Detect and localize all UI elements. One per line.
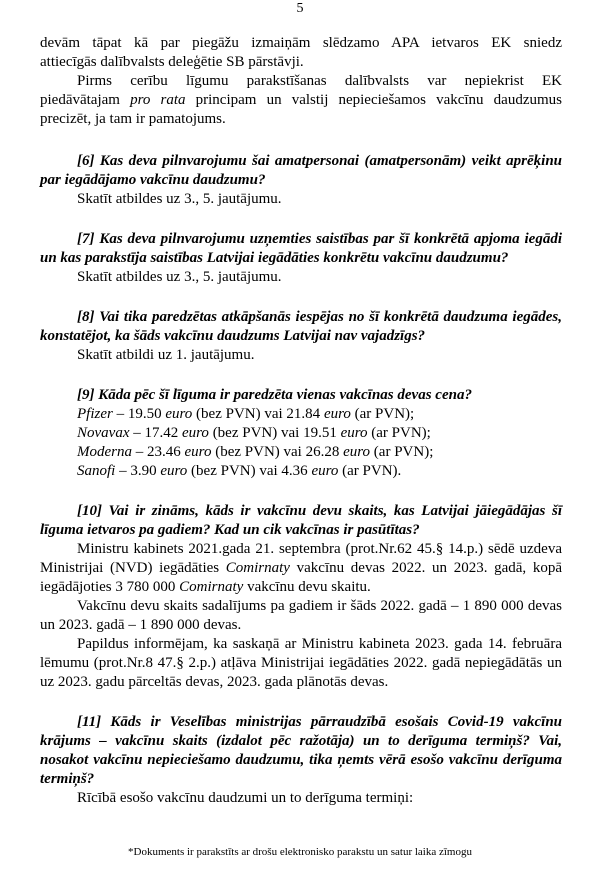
question-11: [11] Kāds ir Veselības ministrijas pārraudzībā esošais Covid-19 vakcīnu krājums – vakcīnu skaits (izdalot pēc ražotāja) un to derīguma termiņš? Vai, nosakot vakcīnu nepieciešamo daudzumu, tika ņemts vērā esošo vakcīnu derīguma termiņš?: [40, 714, 562, 787]
vaccine-name: Novavax: [77, 425, 130, 441]
price-row: [40, 405, 562, 424]
price-text: (bez PVN) vai 26.28: [211, 444, 344, 460]
question-6: [6] Kas deva pilnvarojumu šai amatpersonai (amatpersonām) veikt aprēķinu par iegādājamo vakcīnu daudzumu?: [40, 153, 562, 188]
price-text: (bez PVN) vai 4.36: [187, 463, 312, 479]
currency: euro: [340, 425, 368, 441]
question-10: [10] Vai ir zināms, kāds ir vakcīnu devu skaits, kas Latvijai jāiegādājas šī līguma ietvaros pa gadiem? Kad un cik vakcīnas ir pasūtītas?: [40, 503, 562, 538]
price-text: (ar PVN).: [338, 463, 402, 479]
document-body: [40, 34, 562, 808]
price-text: – 23.46: [132, 444, 185, 460]
question-8-section: [40, 308, 562, 365]
question-6-section: [40, 152, 562, 209]
intro-p2-pro-rata: pro rata: [130, 92, 186, 108]
price-text: (ar PVN);: [367, 425, 431, 441]
answer-11: Rīcībā esošo vakcīnu daudzumi un to derīguma termiņi:: [77, 790, 414, 806]
intro-p2-text-a: piedāvātajam: [40, 92, 131, 108]
answer-10-text-c: vakcīnu devu skaitu.: [243, 579, 371, 595]
currency: euro: [165, 406, 193, 422]
answer-10-paragraph-3: Papildus informējam, ka saskaņā ar Ministru kabineta 2023. gada 14. februāra lēmumu (prot.Nr.8 47.§ 2.p.) atļāva Ministrijai iegādāties 2022. gadā nepiegādātās un uz 2023. gadu pārceltās devas, 2023. gada plānotās devas.: [40, 636, 562, 690]
currency: euro: [184, 444, 212, 460]
vaccine-name: Pfizer: [77, 406, 113, 422]
comirnaty-name: Comirnaty: [179, 579, 244, 595]
answer-8: Skatīt atbildi uz 1. jautājumu.: [77, 347, 255, 363]
vaccine-name: Moderna: [77, 444, 132, 460]
intro-p2-line3: precizēt, ja tam ir pamatojums.: [40, 111, 226, 127]
price-row: [40, 443, 562, 462]
currency: euro: [160, 463, 188, 479]
question-10-section: [40, 502, 562, 692]
price-text: – 3.90: [115, 463, 161, 479]
answer-10-paragraph-1: [40, 540, 562, 597]
intro-p1-line1: devām tāpat kā par piegāžu izmaiņām slēdzamo APA ietvaros EK sniedz: [40, 35, 562, 51]
price-text: (bez PVN) vai 21.84: [192, 406, 324, 422]
intro-paragraph-2: [40, 72, 562, 129]
price-text: (bez PVN) vai 19.51: [208, 425, 341, 441]
answer-10-text-b: vakcīnu devas 2022. un 2023. gadā, kopā iegādājoties 3 780 000: [40, 560, 562, 595]
comirnaty-name: Comirnaty: [225, 560, 290, 576]
price-text: (ar PVN);: [370, 444, 434, 460]
question-7: [7] Kas deva pilnvarojumu uzņemties saistības par šī konkrētā apjoma iegādi un kas parakstīja saistības Latvijai iegādāties konkrētu vakcīnu daudzumu?: [40, 231, 562, 266]
currency: euro: [311, 463, 339, 479]
price-text: – 17.42: [129, 425, 182, 441]
answer-10-paragraph-2: Vakcīnu devu skaits sadalījums pa gadiem ir šāds 2022. gadā – 1 890 000 devas un 2023. gadā – 1 890 000 devas.: [40, 598, 562, 633]
question-9: [9] Kāda pēc šī līguma ir paredzēta vienas vakcīnas devas cena?: [77, 387, 472, 403]
intro-p2-line2: [40, 91, 562, 110]
question-9-section: [40, 386, 562, 481]
footer-note: *Dokuments ir parakstīts ar drošu elektronisko parakstu un satur laika zīmogu: [128, 846, 472, 858]
price-text: – 19.50: [112, 406, 166, 422]
currency: euro: [181, 425, 209, 441]
intro-p1-line2: attiecīgās dalībvalsts deleģētie SB pārstāvji.: [40, 54, 304, 70]
price-row: [40, 462, 562, 481]
vaccine-name: Sanofi: [77, 463, 116, 479]
question-11-section: [40, 713, 562, 808]
answer-7: Skatīt atbildes uz 3., 5. jautājumu.: [77, 269, 282, 285]
intro-p2-line1: Pirms cerību līgumu parakstīšanas dalībvalsts var nepiekrist EK: [77, 73, 562, 89]
question-8: [8] Vai tika paredzētas atkāpšanās iespējas no šī konkrētā daudzuma iegādes, konstatējot, ka šāds vakcīnu daudzums Latvijai nav vajadzīgs?: [40, 309, 562, 344]
page-number: 5: [296, 1, 304, 16]
intro-p2-text-b: principam un valstij nepieciešamos vakcīnu daudzumus: [185, 92, 563, 108]
intro-paragraph-1: [40, 34, 562, 72]
answer-10-text-a: Ministru kabinets 2021.gada 21. septembra (prot.Nr.62 45.§ 14.p.) sēdē uzdeva Ministrijai (NVD) iegādāties: [40, 541, 562, 576]
answer-6: Skatīt atbildes uz 3., 5. jautājumu.: [77, 191, 282, 207]
currency: euro: [343, 444, 371, 460]
price-row: [40, 424, 562, 443]
currency: euro: [323, 406, 351, 422]
price-text: (ar PVN);: [350, 406, 415, 422]
question-7-section: [40, 230, 562, 287]
